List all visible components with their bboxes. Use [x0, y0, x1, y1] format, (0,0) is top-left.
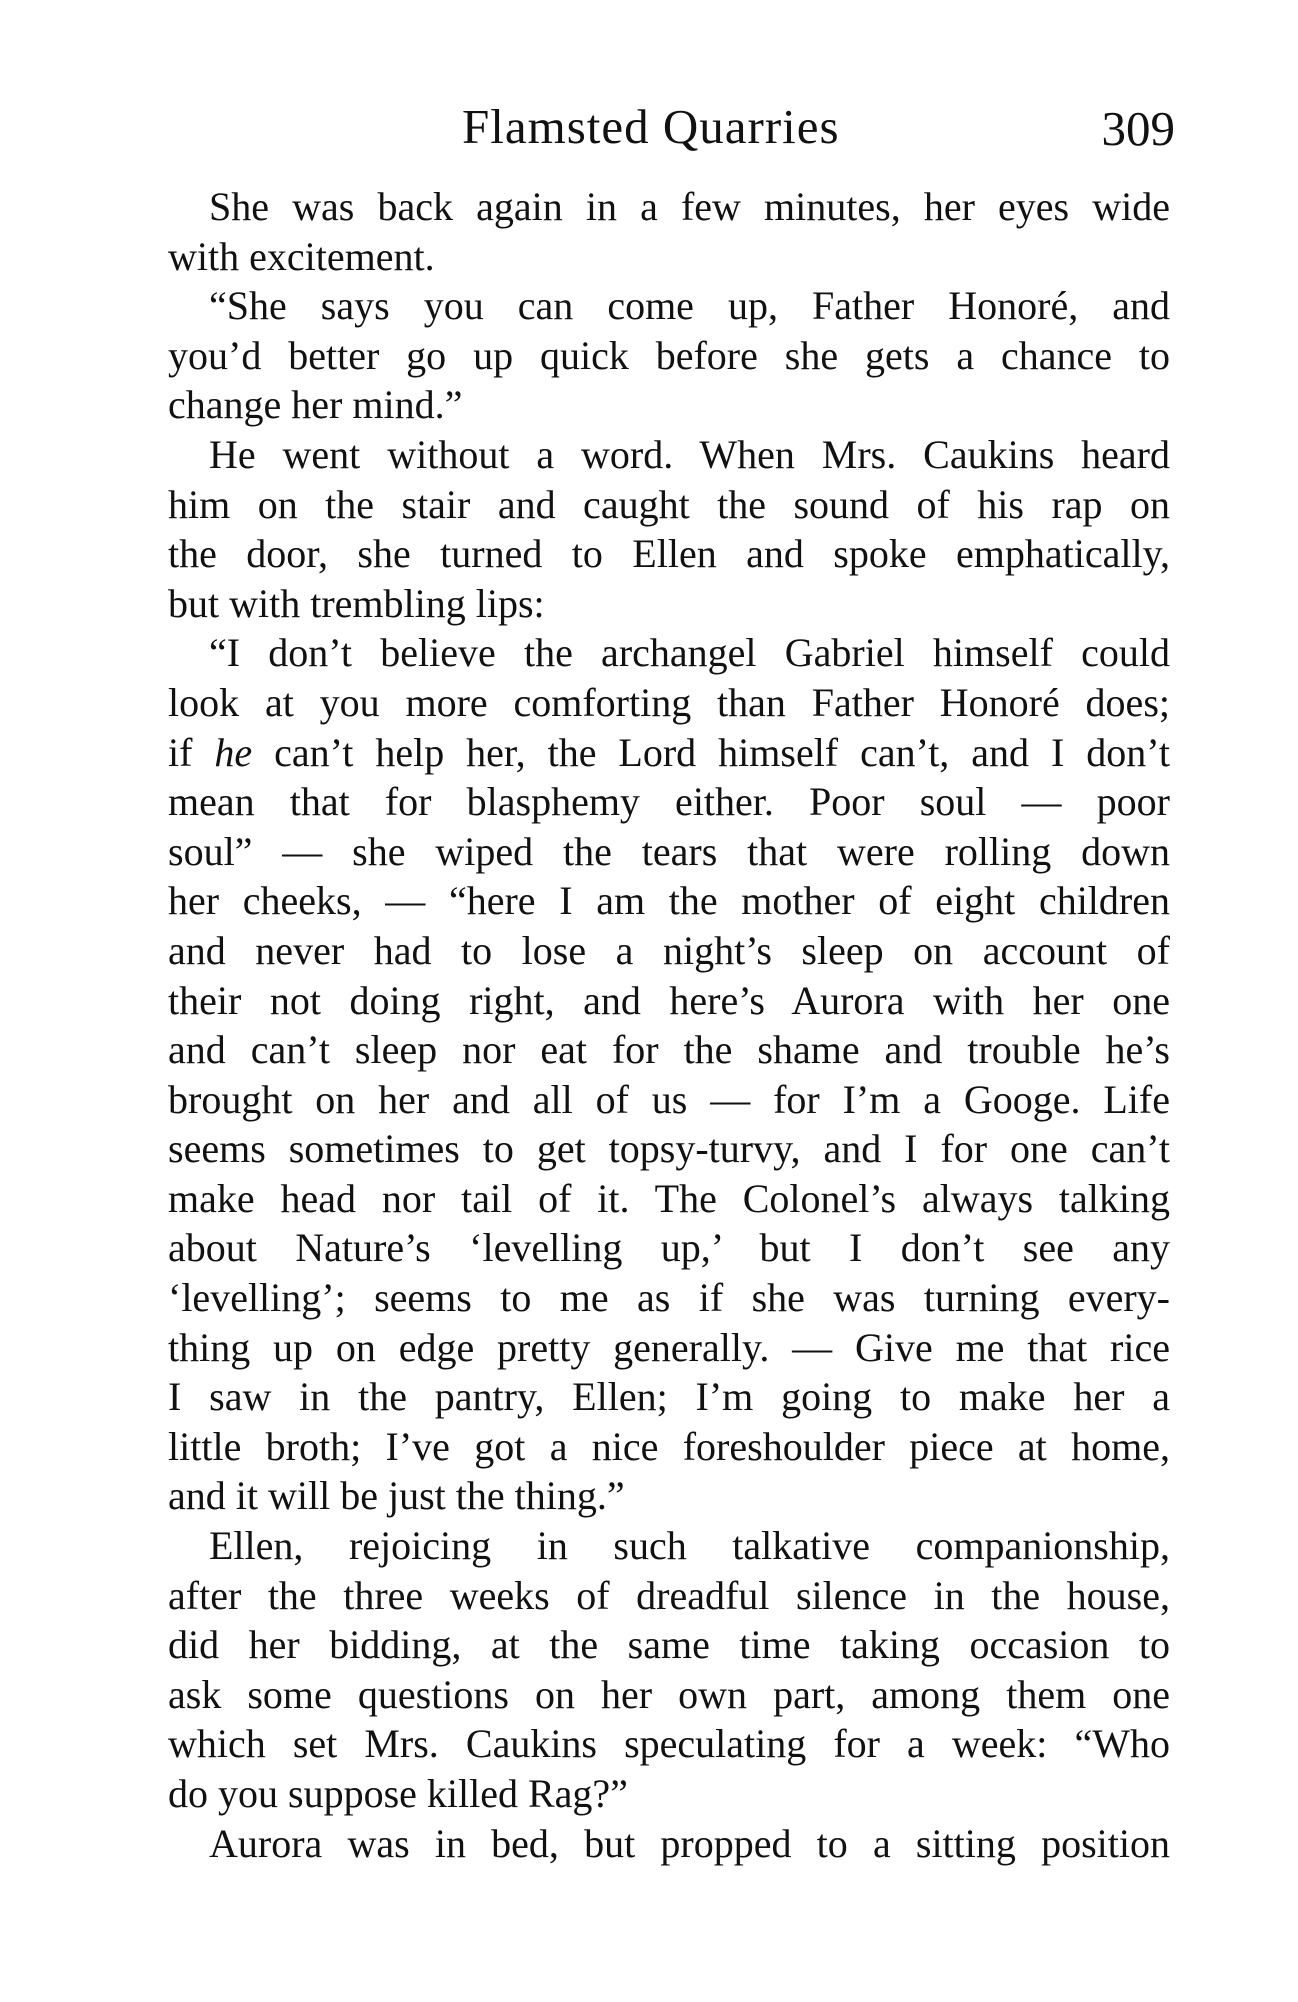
- text-line: seems sometimes to get topsy-turvy, and I for one can’t: [168, 1126, 1170, 1172]
- page-header: [170, 98, 1175, 158]
- text-line: and can’t sleep nor eat for the shame and trouble he’s: [168, 1027, 1170, 1073]
- text-line: soul” — she wiped the tears that were rolling down: [168, 828, 1170, 874]
- text-line: mean that for blasphemy either. Poor soul — poor: [168, 779, 1170, 825]
- text-line: ask some questions on her own part, among them one: [168, 1671, 1170, 1717]
- text-line: her cheeks, — “here I am the mother of eight children: [168, 878, 1170, 924]
- text-line: brought on her and all of us — for I’m a Googe. Life: [168, 1076, 1170, 1122]
- text-line: the door, she turned to Ellen and spoke emphatically,: [168, 531, 1170, 577]
- text-line: with excitement.: [168, 233, 435, 279]
- text-line: which set Mrs. Caukins speculating for a week: “Who: [168, 1721, 1170, 1767]
- text-line: make head nor tail of it. The Colonel’s always talking: [168, 1175, 1170, 1221]
- running-title: Flamsted Quarries: [462, 99, 840, 154]
- text-line: you’d better go up quick before she gets a chance to: [168, 332, 1170, 378]
- emphasis: he: [214, 729, 253, 775]
- text-line: “She says you can come up, Father Honoré, and: [209, 283, 1170, 329]
- text-line: if he can’t help her, the Lord himself can’t, and I don’t: [168, 729, 1170, 775]
- page-number: 309: [1101, 101, 1175, 156]
- text-line: him on the stair and caught the sound of his rap on: [168, 481, 1170, 527]
- text-line: little broth; I’ve got a nice foreshoulder piece at home,: [168, 1423, 1170, 1469]
- text-line: their not doing right, and here’s Aurora with her one: [168, 977, 1170, 1023]
- text-line: She was back again in a few minutes, her eyes wide: [209, 184, 1170, 229]
- text-line: did her bidding, at the same time taking occasion to: [168, 1622, 1170, 1668]
- text-line: change her mind.”: [168, 382, 463, 428]
- text-line: thing up on edge pretty generally. — Give me that rice: [168, 1324, 1170, 1370]
- text-line: and never had to lose a night’s sleep on account of: [168, 927, 1170, 973]
- text-line: He went without a word. When Mrs. Caukins heard: [209, 431, 1170, 477]
- text-line: Ellen, rejoicing in such talkative companionship,: [209, 1523, 1170, 1569]
- body-text: [168, 182, 1170, 1868]
- text-line: after the three weeks of dreadful silence in the house,: [168, 1572, 1170, 1618]
- text-line: ‘levelling’; seems to me as if she was turning every-: [168, 1275, 1170, 1321]
- text-line: I saw in the pantry, Ellen; I’m going to make her a: [168, 1374, 1170, 1420]
- text-line: but with trembling lips:: [168, 580, 545, 626]
- text-line: do you suppose killed Rag?”: [168, 1771, 628, 1816]
- text-line: Aurora was in bed, but propped to a sitting position: [209, 1820, 1170, 1866]
- text-line: look at you more comforting than Father Honoré does;: [168, 679, 1170, 725]
- text-line: and it will be just the thing.”: [168, 1473, 625, 1519]
- text-line: “I don’t believe the archangel Gabriel himself could: [209, 630, 1170, 676]
- text-line: about Nature’s ‘levelling up,’ but I don’t see any: [168, 1225, 1170, 1271]
